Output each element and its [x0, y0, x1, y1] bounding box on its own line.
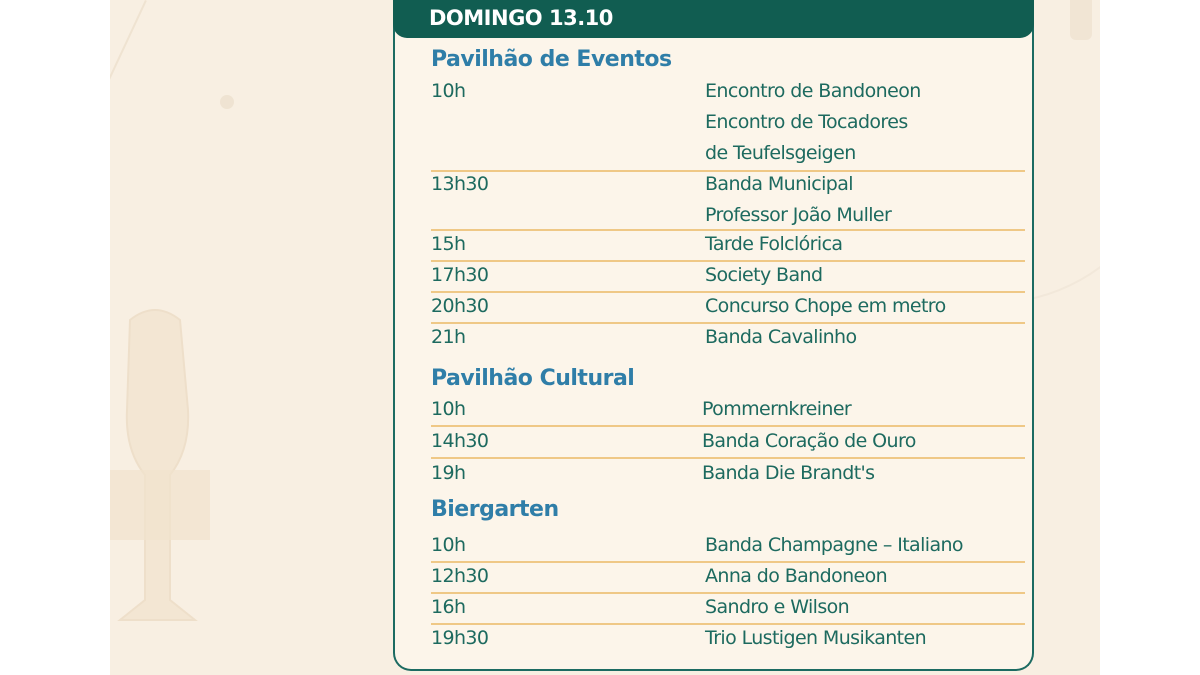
event-line: Sandro e Wilson [705, 596, 850, 618]
decorative-shape-right [1070, 0, 1092, 40]
row-time: 19h [431, 462, 466, 484]
row-divider [431, 457, 1025, 459]
day-title: DOMINGO 13.10 [429, 6, 613, 30]
event-line: Banda Die Brandt's [702, 462, 875, 484]
row-event [705, 80, 921, 173]
row-time: 10h [431, 398, 466, 420]
row-time: 12h30 [431, 565, 489, 587]
event-line: Anna do Bandoneon [705, 565, 888, 587]
event-line: Encontro de Bandoneon [705, 80, 921, 102]
row-divider [431, 229, 1025, 231]
decorative-glass-illustration [110, 300, 220, 675]
event-line: Concurso Chope em metro [705, 295, 946, 317]
row-divider [431, 425, 1025, 427]
row-divider [431, 561, 1025, 563]
section-title-biergarten: Biergarten [431, 497, 559, 522]
decorative-dot [220, 95, 234, 109]
row-event [702, 462, 874, 493]
event-line: Banda Cavalinho [705, 326, 857, 348]
row-divider [431, 260, 1025, 262]
row-time: 15h [431, 233, 466, 255]
row-divider [431, 291, 1025, 293]
row-time: 10h [431, 80, 466, 102]
decorative-line [110, 0, 147, 119]
schedule-card [393, 0, 1034, 671]
event-line: Banda Champagne – Italiano [705, 534, 963, 556]
row-time: 14h30 [431, 430, 489, 452]
event-line: Banda Coração de Ouro [702, 430, 916, 452]
event-line: Banda Municipal [705, 173, 853, 195]
row-divider [431, 170, 1025, 172]
row-time: 10h [431, 534, 466, 556]
event-line: Encontro de Tocadores [705, 111, 908, 133]
event-line: Professor João Muller [705, 204, 892, 226]
event-line: Society Band [705, 264, 823, 286]
card-header [393, 0, 1034, 38]
row-time: 19h30 [431, 627, 489, 649]
row-event [705, 326, 857, 357]
event-line: Pommernkreiner [702, 398, 852, 420]
event-line: Tarde Folclórica [705, 233, 843, 255]
poster-background [110, 0, 1100, 675]
row-divider [431, 322, 1025, 324]
row-time: 16h [431, 596, 466, 618]
section-title-pavilhao-de-eventos: Pavilhão de Eventos [431, 47, 672, 72]
row-event [705, 627, 926, 658]
row-divider [431, 592, 1025, 594]
row-divider [431, 623, 1025, 625]
section-title-pavilhao-cultural: Pavilhão Cultural [431, 366, 635, 391]
row-event [705, 173, 891, 235]
event-line: Trio Lustigen Musikanten [705, 627, 927, 649]
row-time: 20h30 [431, 295, 489, 317]
event-line: de Teufelsgeigen [705, 142, 856, 164]
row-time: 21h [431, 326, 466, 348]
row-time: 13h30 [431, 173, 489, 195]
row-time: 17h30 [431, 264, 489, 286]
